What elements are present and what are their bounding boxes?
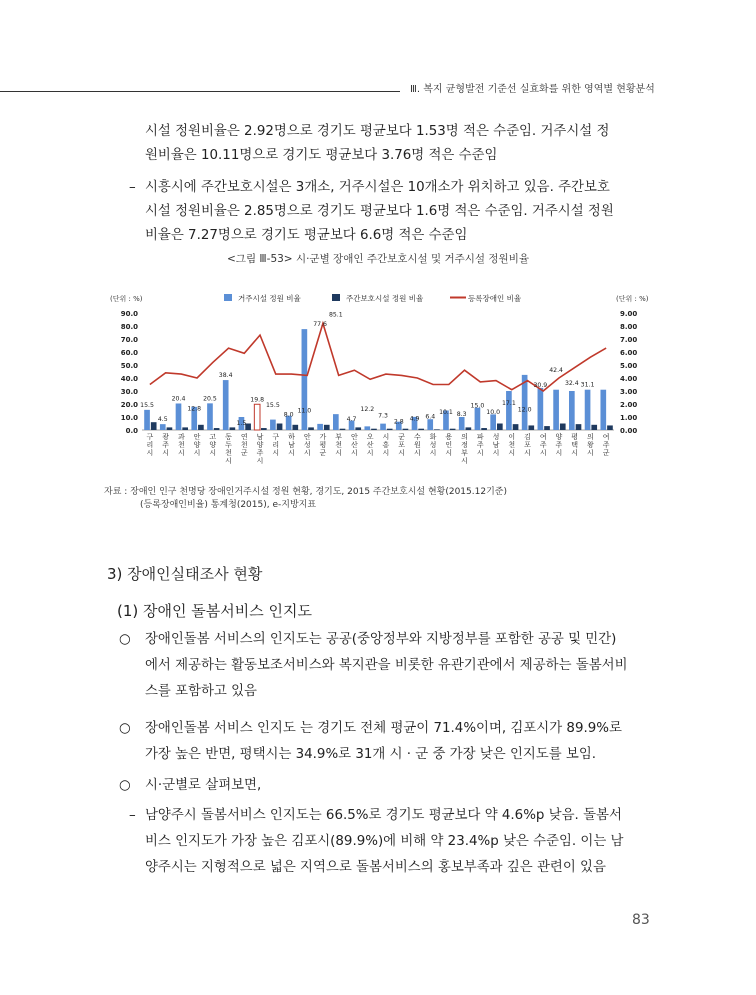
intro-line: 시흥시에 주간보호시설은 3개소, 거주시설은 10개소가 위치하고 있음. 주간보호	[145, 180, 610, 195]
bar-residential	[176, 403, 182, 430]
category-label: 부 천 시	[335, 433, 343, 457]
data-label: 17.1	[502, 399, 516, 407]
data-label: 15.5	[140, 401, 154, 409]
category-label: 김 포 시	[524, 433, 531, 457]
bar-residential	[569, 391, 575, 430]
category-label: 의 왕 시	[587, 433, 594, 457]
data-label: 11.0	[297, 407, 312, 415]
bar-residential	[600, 390, 606, 430]
bar-residential	[207, 403, 213, 430]
category-label: 고 양 시	[209, 433, 217, 457]
right-tick-label: 3.00	[620, 388, 638, 396]
data-label: 85.1	[328, 311, 343, 319]
bar-residential	[380, 424, 386, 430]
category-label: 화 성 시	[429, 433, 437, 457]
category-label: 구 리 시	[146, 433, 154, 457]
right-tick-label: 7.00	[620, 336, 638, 344]
detail-paragraph	[129, 803, 655, 881]
bar-daycare	[261, 428, 267, 430]
bar-residential	[490, 414, 496, 430]
category-label: 안 양 시	[193, 433, 201, 457]
left-unit-label: (단위 : %)	[110, 295, 143, 303]
bar-daycare	[355, 427, 361, 430]
left-tick-label: 40.0	[120, 375, 138, 383]
bar-daycare	[466, 427, 472, 430]
bar-daycare	[324, 425, 330, 430]
category-label: 남 양 주 시	[256, 433, 264, 465]
right-tick-label: 8.00	[620, 323, 638, 331]
data-label: 12.8	[187, 405, 202, 413]
left-tick-label: 0.0	[125, 427, 138, 435]
bar-residential	[160, 424, 166, 430]
bar-residential	[459, 417, 465, 430]
bullet-line: 에서 제공하는 활동보조서비스와 복지관을 비롯한 유관기관에서 제공하는 돌봄서비	[145, 658, 628, 673]
bar-daycare	[544, 426, 550, 430]
left-tick-label: 60.0	[120, 349, 138, 357]
bullet-line: 스를 포함하고 있음	[145, 684, 257, 699]
bar-residential	[144, 410, 150, 430]
dash-marker: –	[129, 808, 136, 823]
data-label: 19.8	[250, 396, 265, 404]
bar-daycare	[576, 424, 582, 430]
category-label: 여 주 군	[602, 433, 610, 457]
intro-line: 시설 정원비율은 2.85명으로 경기도 평균보다 1.6명 적은 수준임. 거주시설 정원	[145, 204, 614, 219]
bullet-marker: ○	[119, 721, 131, 736]
right-tick-label: 2.00	[620, 401, 638, 409]
combo-chart	[104, 285, 664, 485]
data-label: 31.1	[580, 381, 595, 389]
right-tick-label: 9.00	[620, 310, 638, 318]
left-tick-label: 90.0	[120, 310, 138, 318]
legend-swatch	[224, 294, 232, 301]
category-label: 군 포 시	[398, 433, 405, 457]
bar-daycare	[607, 425, 613, 430]
bullet-line: 장애인돌봄 서비스 인지도 는 경기도 전체 평균이 71.4%이며, 김포시가 89.9%로	[145, 721, 622, 736]
left-tick-label: 50.0	[120, 362, 138, 370]
data-label: 12.2	[360, 406, 375, 414]
bar-residential	[506, 391, 512, 430]
intro-line: 원비율은 10.11명으로 경기도 평균보다 3.76명 적은 수준임	[145, 148, 498, 163]
data-label: 42.4	[549, 366, 563, 374]
bar-residential	[302, 329, 308, 430]
bar-daycare	[151, 422, 157, 430]
right-tick-label: 0.00	[620, 427, 638, 435]
bar-residential	[364, 426, 370, 430]
bullet-line: 시·군별로 살펴보면,	[145, 778, 262, 793]
category-label: 안 성 시	[303, 433, 311, 457]
bar-residential	[270, 420, 276, 430]
category-label: 수 원 시	[413, 433, 421, 457]
data-label: 8.3	[456, 411, 467, 419]
data-label: 32.4	[564, 379, 579, 387]
bar-residential	[475, 408, 481, 430]
data-label: 15.5	[266, 401, 280, 409]
data-label: 20.5	[203, 395, 217, 403]
bullet-paragraph-1	[119, 627, 655, 705]
bar-residential	[553, 390, 559, 430]
detail-line: 양주시는 지형적으로 넓은 지역으로 돌봄서비스의 홍보부족과 깊은 관련이 있음	[145, 860, 606, 875]
bar-daycare	[230, 427, 236, 430]
detail-line: 비스 인지도가 가장 높은 김포시(89.9%)에 비해 약 23.4%p 낮은 수준임. 이는 남	[145, 834, 624, 849]
intro-line: 시설 정원비율은 2.92명으로 경기도 평균보다 1.53명 적은 수준임. 거주시설 정	[145, 124, 610, 139]
intro-paragraph-1	[145, 120, 655, 168]
bar-daycare	[418, 429, 424, 430]
legend-label: 주간보호시설 정원 비율	[346, 294, 424, 303]
legend-swatch	[332, 294, 340, 301]
subsection-heading: (1) 장애인 돌봄서비스 인지도	[117, 602, 312, 620]
data-label: 2.8	[393, 418, 404, 426]
source-line-2: (등록장애인비율) 통계청(2015), e-지방지표	[140, 500, 317, 510]
bullet-marker: ○	[119, 778, 131, 793]
category-label: 의 정 부 시	[461, 433, 468, 465]
bar-daycare	[450, 429, 456, 430]
bar-daycare	[513, 424, 519, 430]
figure-source	[104, 486, 507, 512]
category-label: 평 택 시	[571, 433, 579, 457]
data-label: 30.9	[533, 381, 548, 389]
category-label: 과 천 시	[177, 433, 185, 457]
page-number: 83	[632, 912, 650, 928]
chart-container	[104, 285, 664, 485]
category-label: 용 인 시	[445, 433, 453, 457]
bar-daycare	[403, 429, 409, 430]
data-label: 77.6	[313, 321, 327, 329]
data-label: 4.7	[346, 415, 357, 423]
bar-daycare	[497, 424, 503, 431]
category-label: 구 리 시	[272, 433, 280, 457]
bar-daycare	[214, 428, 220, 430]
category-label: 파 주 시	[476, 433, 484, 457]
right-tick-label: 6.00	[620, 349, 638, 357]
bar-daycare	[387, 429, 393, 430]
category-label: 양 주 시	[555, 433, 563, 457]
intro-line: 비율은 7.27명으로 경기도 평균보다 6.6명 적은 수준임	[145, 228, 468, 243]
legend-label: 등록장애인 비율	[468, 294, 522, 303]
header-rule	[0, 91, 400, 92]
category-label: 이 천 시	[508, 433, 516, 457]
bar-residential	[427, 419, 433, 430]
right-tick-label: 5.00	[620, 362, 638, 370]
right-tick-label: 4.00	[620, 375, 638, 383]
category-label: 성 남 시	[492, 433, 500, 457]
bar-daycare	[277, 424, 283, 431]
data-label: 38.4	[218, 372, 233, 380]
bullet-marker: ○	[119, 632, 131, 647]
left-tick-label: 20.0	[120, 401, 138, 409]
data-label: 10.1	[439, 408, 453, 416]
bar-residential	[223, 380, 229, 430]
category-label: 여 주 시	[539, 433, 547, 457]
bar-daycare	[167, 427, 173, 430]
data-label: 8.0	[283, 411, 294, 419]
bar-daycare	[371, 429, 377, 430]
bar-daycare	[591, 425, 597, 430]
left-tick-label: 70.0	[120, 336, 138, 344]
bar-residential	[585, 390, 591, 430]
bullet-line: 가장 높은 반면, 평택시는 34.9%로 31개 시 · 군 중 가장 낮은 인지도를 보임.	[145, 747, 597, 762]
figure-caption: <그림 Ⅲ-53> 시·군별 장애인 주간보호시설 및 거주시설 정원비율	[227, 253, 529, 265]
section-heading: 3) 장애인실태조사 현황	[107, 565, 263, 583]
data-label: 6.4	[425, 413, 436, 421]
bar-residential	[538, 388, 544, 430]
bar-daycare	[182, 427, 188, 430]
bar-residential	[333, 414, 339, 430]
running-header: Ⅲ. 복지 균형발전 기준선 실효화를 위한 영역별 현황분석	[410, 84, 655, 95]
bar-residential	[254, 404, 260, 430]
left-tick-label: 80.0	[120, 323, 138, 331]
source-line-1: 자료 : 장애인 인구 천명당 장애인거주시설 정원 현황, 경기도, 2015 주간보호시설 현황(2015.12기준)	[104, 487, 507, 497]
data-label: 7.3	[378, 412, 388, 420]
data-label: 1.5	[236, 420, 247, 428]
data-label: 10.0	[486, 409, 501, 416]
category-label: 안 산 시	[351, 433, 358, 457]
detail-line: 남양주시 돌봄서비스 인지도는 66.5%로 경기도 평균보다 약 4.6%p 낮음. 돌봄서	[145, 808, 622, 823]
left-tick-label: 30.0	[120, 388, 138, 396]
category-label: 광 주 시	[162, 433, 169, 457]
bar-residential	[317, 424, 323, 430]
data-label: 4.9	[409, 415, 420, 423]
bar-daycare	[292, 425, 298, 430]
bar-daycare	[434, 429, 440, 430]
category-label: 동 두 천 시	[225, 433, 232, 465]
data-label: 12.0	[517, 406, 532, 414]
bullet-line: 장애인돌봄 서비스의 인지도는 공공(중앙정부와 지방정부를 포함한 공공 및 민간)	[145, 632, 617, 647]
right-unit-label: (단위 : %)	[616, 295, 649, 303]
category-label: 하 남 시	[288, 433, 295, 457]
bar-daycare	[528, 425, 534, 430]
bar-daycare	[308, 427, 314, 430]
bar-daycare	[198, 425, 204, 430]
intro-paragraph-2	[129, 176, 655, 248]
bullet-paragraph-2	[119, 716, 655, 768]
bullet-paragraph-3	[119, 773, 655, 799]
data-label: 20.4	[171, 395, 186, 403]
bar-daycare	[560, 424, 566, 431]
data-label: 4.5	[157, 416, 168, 424]
category-label: 연 천 군	[240, 433, 248, 457]
left-tick-label: 10.0	[120, 414, 138, 422]
category-label: 시 흥 시	[382, 433, 390, 457]
data-label: 15.0	[470, 402, 485, 410]
bar-daycare	[481, 428, 487, 430]
legend-label: 거주시설 정원 비율	[238, 294, 301, 303]
dash-marker: –	[129, 180, 136, 195]
right-tick-label: 1.00	[620, 414, 638, 422]
category-label: 가 평 군	[319, 433, 327, 457]
bar-daycare	[340, 429, 346, 430]
category-label: 오 산 시	[366, 433, 374, 457]
